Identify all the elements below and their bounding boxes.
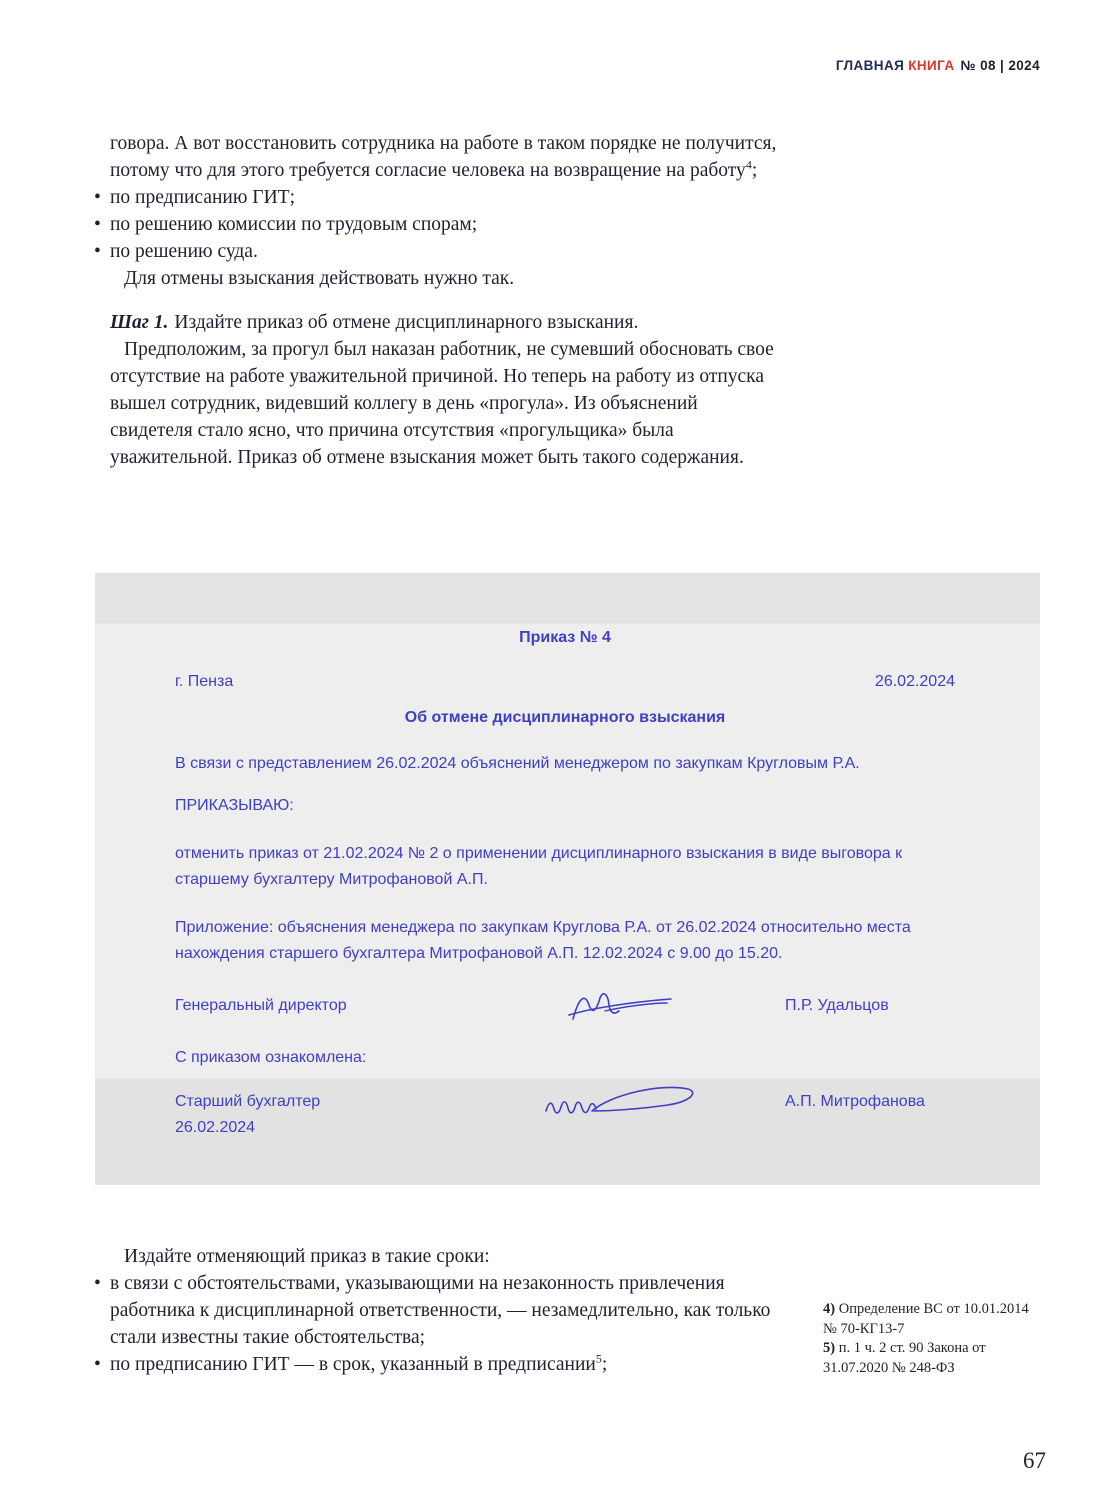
brand-glavnaya: ГЛАВНАЯ bbox=[835, 58, 905, 73]
order-attachment: Приложение: объяснения менеджера по закупкам Круглова Р.А. от 26.02.2024 относительно места нахождения старшего бухгалтера Митрофановой А.П. 12.02.2024 с 9.00 до 15.20. bbox=[175, 919, 911, 962]
closing-bullet2-suffix: ; bbox=[601, 1354, 608, 1375]
closing-bullet-list bbox=[110, 1270, 778, 1378]
footnote-5-marker: 5) bbox=[823, 1340, 836, 1356]
footnote-5 bbox=[823, 1339, 1038, 1378]
accountant-title: Старший бухгалтер bbox=[175, 1093, 321, 1110]
director-name: П.Р. Удальцов bbox=[785, 997, 889, 1014]
closing-lead: Издайте отменяющий приказ в такие сроки: bbox=[124, 1246, 490, 1267]
footnote-ref-5: 5 bbox=[595, 1351, 602, 1366]
list-item bbox=[110, 1351, 778, 1378]
closing-section bbox=[110, 1243, 778, 1378]
director-signature-icon bbox=[455, 985, 785, 1029]
list-item: • по решению комиссии по трудовым спорам; bbox=[110, 211, 777, 238]
continued-paragraph-suffix: ; bbox=[751, 160, 758, 181]
director-signature-row bbox=[175, 993, 955, 1029]
closing-bullet2-text: по предписанию ГИТ — в срок, указанный в предписании bbox=[110, 1354, 596, 1375]
transition-paragraph: Для отмены взыскания действовать нужно так. bbox=[124, 268, 515, 289]
issue-number: № 08 | 2024 bbox=[960, 58, 1040, 73]
list-item: • по решению суда. bbox=[110, 238, 777, 265]
magazine-header bbox=[836, 58, 1040, 73]
order-resolution: отменить приказ от 21.02.2024 № 2 о применении дисциплинарного взыскания в виде выговора к старшему бухгалтеру Митрофановой А.П. bbox=[175, 845, 903, 888]
step-label: Шаг 1. bbox=[110, 312, 169, 333]
order-city: г. Пенза bbox=[175, 673, 234, 690]
order-document bbox=[95, 573, 1040, 1185]
footnote-ref-4: 4 bbox=[745, 157, 752, 172]
page-number: 67 bbox=[1023, 1448, 1046, 1473]
order-meta-row bbox=[175, 669, 955, 695]
acknowledgement-date: 26.02.2024 bbox=[175, 1119, 256, 1136]
order-title: Приказ № 4 bbox=[519, 629, 611, 646]
order-basis: В связи с представлением 26.02.2024 объяснений менеджером по закупкам Кругловым Р.А. bbox=[175, 755, 860, 772]
list-item: • в связи с обстоятельствами, указывающими на незаконность привлечения работника к дисциплинарной ответственности, — незамедлительно, как только стали известны такие обстоятельства; bbox=[110, 1270, 778, 1351]
accountant-block bbox=[175, 1089, 455, 1141]
order-directive: ПРИКАЗЫВАЮ: bbox=[175, 797, 294, 814]
order-subject: Об отмене дисциплинарного взыскания bbox=[404, 709, 726, 726]
step-heading bbox=[110, 309, 777, 336]
director-title: Генеральный директор bbox=[175, 997, 347, 1014]
footnote-4-marker: 4) bbox=[823, 1301, 836, 1317]
footnote-4 bbox=[823, 1300, 1038, 1339]
step-title: Издайте приказ об отмене дисциплинарного взыскания. bbox=[174, 312, 639, 333]
continued-paragraph-text: говора. А вот восстановить сотрудника на работе в таком порядке не получится, потому что для этого требуется согласие человека на возвращение на работу bbox=[110, 133, 777, 181]
footnote-4-text: Определение ВС от 10.01.2014 № 70-КГ13-7 bbox=[823, 1301, 1029, 1337]
footnotes bbox=[823, 1300, 1038, 1378]
footnote-5-text: п. 1 ч. 2 ст. 90 Закона от 31.07.2020 № 248-ФЗ bbox=[823, 1340, 986, 1376]
accountant-signature-icon bbox=[455, 1081, 785, 1121]
brand-kniga: КНИГА bbox=[908, 58, 955, 73]
step-paragraph: Предположим, за прогул был наказан работник, не сумевший обосновать свое отсутствие на работе уважительной причиной. Но теперь на работу из отпуска вышел сотрудник, видевший коллегу в день «прогула». Из объяснений свидетеля стало ясно, что причина отсутствия «прогульщика» была уважительной. Приказ об отмене взыскания может быть такого содержания. bbox=[110, 339, 774, 468]
list-item: • по предписанию ГИТ; bbox=[110, 184, 777, 211]
accountant-signature-row bbox=[175, 1089, 955, 1141]
bullet-list bbox=[110, 184, 777, 265]
acknowledgement-line: С приказом ознакомлена: bbox=[175, 1049, 367, 1066]
accountant-name: А.П. Митрофанова bbox=[785, 1093, 925, 1110]
article-body bbox=[110, 130, 777, 471]
order-date: 26.02.2024 bbox=[874, 673, 955, 690]
continued-paragraph bbox=[110, 130, 777, 184]
